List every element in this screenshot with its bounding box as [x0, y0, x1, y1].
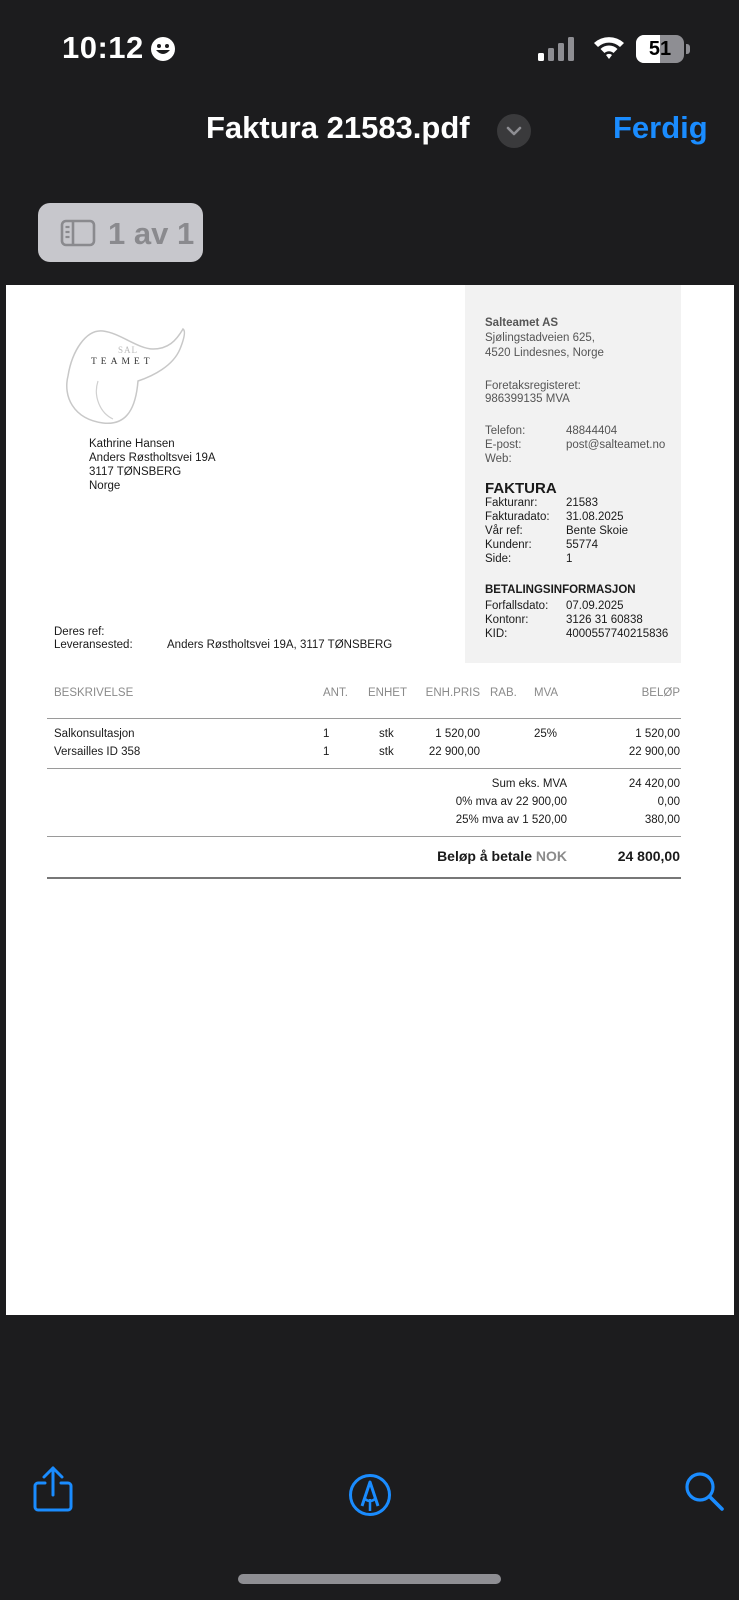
- our-ref-value: Bente Skoie: [566, 525, 629, 537]
- due-date-value: 07.09.2025: [566, 600, 624, 612]
- invoice-number-value: 21583: [566, 497, 598, 509]
- table-header-divider: [47, 718, 681, 719]
- grand-total-label: [386, 848, 567, 865]
- col-header-discount: RAB.: [490, 687, 517, 699]
- customer-number-label: Kundenr:: [485, 539, 532, 551]
- account-label: Kontonr:: [485, 614, 529, 626]
- company-name: Salteamet AS: [485, 317, 559, 329]
- row-1-unit-price: 1 520,00: [435, 728, 480, 740]
- document-title[interactable]: Faktura 21583.pdf: [206, 110, 470, 145]
- col-header-amount: BELØP: [641, 687, 680, 699]
- invoice-date-label: Fakturadato:: [485, 511, 550, 523]
- page-indicator[interactable]: [38, 203, 203, 262]
- grand-total-currency: NOK: [535, 848, 567, 864]
- row-1-unit: stk: [379, 728, 394, 740]
- vat-0-label: 0% mva av 22 900,00: [455, 796, 567, 808]
- company-logo: SAL TEAMET: [58, 321, 193, 426]
- table-body-divider: [47, 768, 681, 769]
- subtotal-label: Sum eks. MVA: [491, 778, 567, 790]
- email-label: E-post:: [485, 439, 522, 451]
- totals-divider: [47, 836, 681, 837]
- col-header-description: BESKRIVELSE: [54, 687, 134, 699]
- battery-percent: 51: [648, 38, 672, 60]
- row-1-description: Salkonsultasjon: [54, 728, 135, 740]
- invoice-date-value: 31.08.2025: [566, 511, 624, 523]
- chevron-down-icon: [506, 125, 522, 137]
- customer-street: Anders Røstholtsvei 19A: [89, 452, 216, 464]
- row-2-amount: 22 900,00: [628, 746, 680, 758]
- invoice-heading: FAKTURA: [485, 480, 557, 497]
- col-header-vat: MVA: [534, 687, 559, 699]
- web-label: Web:: [485, 453, 512, 465]
- col-header-unit-price: ENH.PRIS: [425, 687, 480, 699]
- customer-city: 3117 TØNSBERG: [89, 466, 182, 478]
- company-address-1: Sjølingstadveien 625,: [485, 332, 595, 344]
- row-2-description: Versailles ID 358: [54, 746, 141, 758]
- home-indicator[interactable]: [238, 1574, 501, 1584]
- due-date-label: Forfallsdato:: [485, 600, 549, 612]
- subtotal-value: 24 420,00: [628, 778, 680, 790]
- row-1-amount: 1 520,00: [635, 728, 680, 740]
- registry-value: 986399135 MVA: [485, 393, 570, 405]
- done-button[interactable]: Ferdig: [613, 110, 708, 145]
- kid-value: 4000557740215836: [566, 628, 669, 640]
- share-icon[interactable]: [32, 1465, 74, 1513]
- row-1-qty: 1: [323, 728, 330, 740]
- title-menu-button[interactable]: [497, 114, 531, 148]
- grand-total-text: Beløp å betale: [437, 848, 532, 864]
- cellular-signal-icon: [538, 37, 578, 61]
- company-address-2: 4520 Lindesnes, Norge: [485, 347, 604, 359]
- vat-25-value: 380,00: [644, 814, 680, 826]
- col-header-qty: ANT.: [323, 687, 348, 699]
- pdf-page[interactable]: [6, 285, 734, 1315]
- kid-label: KID:: [485, 628, 508, 640]
- smiley-icon: [150, 36, 176, 62]
- customer-name: Kathrine Hansen: [89, 438, 175, 450]
- sidebar-icon: [60, 219, 96, 247]
- status-time: 10:12: [62, 30, 144, 65]
- account-value: 3126 31 60838: [566, 614, 643, 626]
- our-ref-label: Vår ref:: [485, 525, 523, 537]
- email-value[interactable]: post@salteamet.no: [566, 439, 666, 451]
- delivery-place-label: Leveransested:: [54, 639, 133, 651]
- grand-total-value: 24 800,00: [617, 848, 680, 864]
- customer-number-value: 55774: [566, 539, 598, 551]
- row-2-unit: stk: [379, 746, 394, 758]
- grand-total-divider: [47, 877, 681, 879]
- delivery-place-value: Anders Røstholtsvei 19A, 3117 TØNSBERG: [167, 639, 393, 651]
- page-indicator-label: 1 av 1: [108, 216, 195, 251]
- invoice-number-label: Fakturanr:: [485, 497, 538, 509]
- battery-indicator: [636, 35, 690, 63]
- page-value: 1: [566, 553, 573, 565]
- customer-country: Norge: [89, 480, 121, 492]
- vat-0-value: 0,00: [657, 796, 680, 808]
- payment-heading: BETALINGSINFORMASJON: [485, 584, 636, 596]
- row-1-vat: 25%: [534, 728, 558, 740]
- row-2-qty: 1: [323, 746, 330, 758]
- status-bar: [0, 0, 739, 100]
- saddle-icon: [58, 321, 193, 426]
- registry-label: Foretaksregisteret:: [485, 380, 581, 392]
- row-2-unit-price: 22 900,00: [428, 746, 480, 758]
- search-icon[interactable]: [684, 1471, 726, 1513]
- page-label: Side:: [485, 553, 512, 565]
- wifi-icon: [592, 34, 626, 60]
- col-header-unit: ENHET: [368, 687, 407, 699]
- vat-25-label: 25% mva av 1 520,00: [455, 814, 567, 826]
- your-ref-label: Deres ref:: [54, 626, 105, 638]
- phone-value: 48844404: [566, 425, 618, 437]
- phone-label: Telefon:: [485, 425, 526, 437]
- markup-icon[interactable]: [348, 1473, 392, 1517]
